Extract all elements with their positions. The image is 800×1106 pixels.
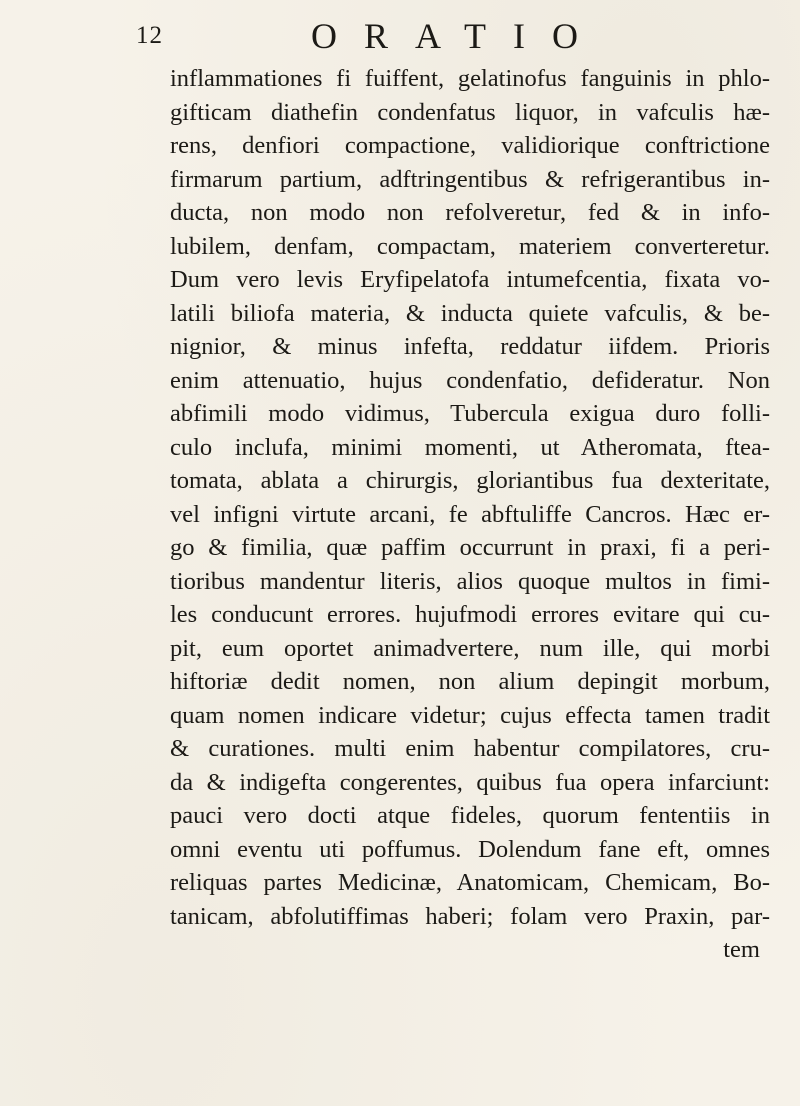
text-line: Dum vero levis Eryfipelatofa intumefcentia, fixata vo-	[170, 266, 770, 293]
text-line: pit, eum oportet animadvertere, num ille, qui morbi	[170, 634, 770, 662]
text-line: tanicam, abfolutiffimas haberi; folam vero Praxin, par-	[170, 902, 770, 930]
text-line: lubilem, denfam, compactam, materiem converteretur.	[170, 232, 770, 260]
text-line: latili biliofa materia, & inducta quiete vafculis, & be-	[170, 299, 770, 327]
text-line: pauci vero docti atque fideles, quorum fententiis in	[170, 802, 770, 829]
running-title: ORATIO	[311, 16, 605, 56]
text-line: & curationes. multi enim habentur compilatores, cru-	[170, 735, 770, 762]
text-line: ducta, non modo non refolveretur, fed & in info-	[170, 199, 770, 226]
text-line: rens, denfiori compactione, validiorique conftrictione	[170, 132, 770, 159]
text-line: quam nomen indicare videtur; cujus effecta tamen tradit	[170, 701, 770, 729]
text-line: abfimili modo vidimus, Tubercula exigua duro folli-	[170, 400, 770, 427]
text-line: tomata, ablata a chirurgis, gloriantibus fua dexteritate,	[170, 467, 770, 494]
catchword: tem	[723, 936, 760, 963]
text-line: vel infigni virtute arcani, fe abftuliffe Cancros. Hæc er-	[170, 500, 770, 528]
text-line: inflammationes fi fuiffent, gelatinofus fanguinis in phlo-	[170, 65, 770, 92]
text-line: go & fimilia, quæ paffim occurrunt in praxi, fi a peri-	[170, 534, 770, 561]
text-line: da & indigefta congerentes, quibus fua opera infarciunt:	[170, 768, 770, 796]
text-line: enim attenuatio, hujus condenfatio, defideratur. Non	[170, 366, 770, 394]
text-line: les conducunt errores. hujufmodi errores evitare qui cu-	[170, 601, 770, 628]
text-line: hiftoriæ dedit nomen, non alium depingit morbum,	[170, 668, 770, 695]
text-line: gifticam diathefin condenfatus liquor, in vafculis hæ-	[170, 98, 770, 126]
text-line: omni eventu uti poffumus. Dolendum fane eft, omnes	[170, 835, 770, 863]
text-line: reliquas partes Medicinæ, Anatomicam, Chemicam, Bo-	[170, 869, 770, 896]
text-line: nignior, & minus infefta, reddatur iifdem. Prioris	[170, 333, 770, 360]
text-line: tioribus mandentur literis, alios quoque multos in fimi-	[170, 567, 770, 595]
page-number: 12	[136, 22, 163, 49]
page-header	[0, 14, 800, 58]
body-text	[170, 62, 770, 967]
text-line: culo inclufa, minimi momenti, ut Atheromata, ftea-	[170, 433, 770, 461]
text-line: firmarum partium, adftringentibus & refrigerantibus in-	[170, 165, 770, 193]
